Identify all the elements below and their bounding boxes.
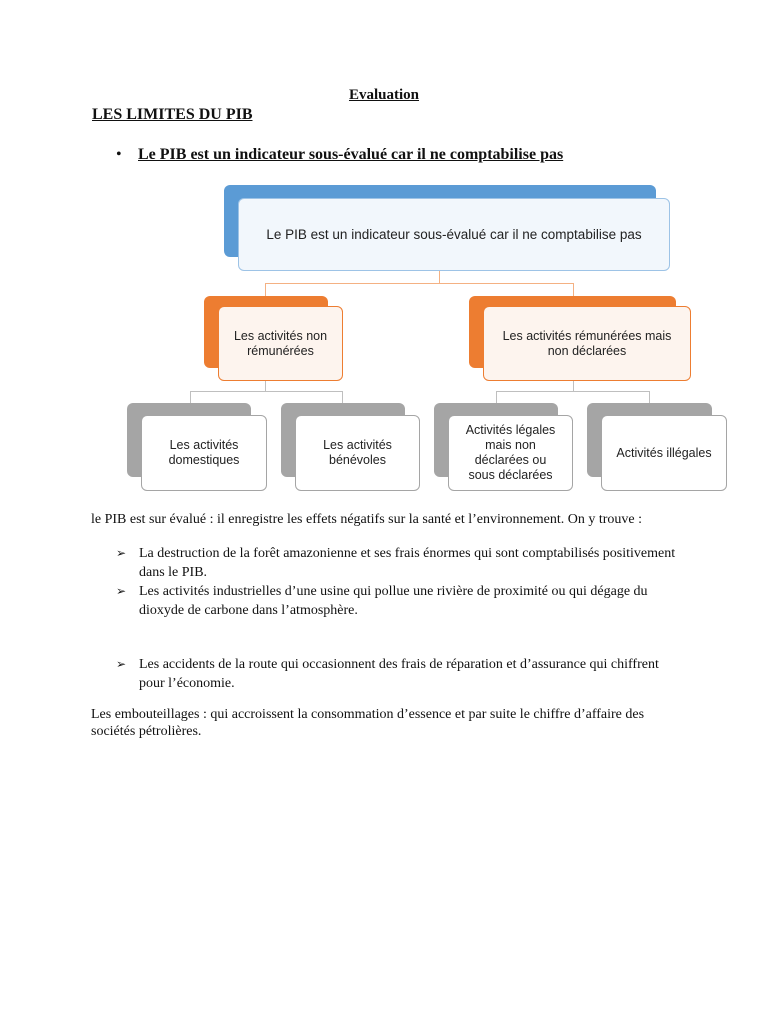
connector-right-horizontal xyxy=(496,391,650,392)
level2-d-label: Activités illégales xyxy=(616,445,712,460)
section-heading: LES LIMITES DU PIB xyxy=(92,106,253,123)
connector-level1-right xyxy=(573,283,574,297)
connector-left-horizontal xyxy=(190,391,343,392)
level2-c-label: Activités légales mais non déclarées ou sous déclarées xyxy=(465,423,556,482)
list-item-text: Les accidents de la route qui occasionnent des frais de réparation et d’assurance qui chiffrent pour l’économie. xyxy=(139,657,659,691)
bullet-dot: • xyxy=(116,146,122,163)
arrow-bullet-icon: ➢ xyxy=(116,657,127,671)
root-box-label: Le PIB est un indicateur sous-évalué car il ne comptabilise pas xyxy=(266,227,642,242)
document-title: Evaluation xyxy=(348,87,420,103)
level1-right-label: Les activités rémunérées mais non déclarées xyxy=(502,328,672,358)
level2-c-box xyxy=(448,415,573,491)
level1-left-box xyxy=(218,306,343,381)
closing-paragraph: Les embouteillages : qui accroissent la consommation d’essence et par suite le chiffre d’affaire des sociétés pétrolières. xyxy=(91,707,645,739)
root-box xyxy=(238,198,670,271)
level1-right-box xyxy=(483,306,691,381)
level2-b-box xyxy=(295,415,420,491)
level2-d-box xyxy=(601,415,727,491)
connector-level1-left xyxy=(265,283,266,297)
arrow-bullet-icon: ➢ xyxy=(116,546,127,560)
connector-level1-horizontal xyxy=(265,283,574,284)
arrow-bullet-icon: ➢ xyxy=(116,584,127,598)
intro-paragraph: le PIB est sur évalué : il enregistre les effets négatifs sur la santé et l’environnement. On y trouve : xyxy=(91,512,643,527)
level1-left-label: Les activités non rémunérées xyxy=(233,328,328,358)
level2-a-label: Les activités domestiques xyxy=(168,438,240,467)
level2-a-box xyxy=(141,415,267,491)
list-item-text: Les activités industrielles d’une usine qui pollue une rivière de proximité ou qui dégage du dioxyde de carbone dans l’atmosphère. xyxy=(139,584,648,618)
level2-b-label: Les activités bénévoles xyxy=(323,438,392,467)
hierarchy-diagram xyxy=(0,0,768,500)
list-item-text: La destruction de la forêt amazonienne et ses frais énormes qui sont comptabilisés positivement dans le PIB. xyxy=(139,546,676,580)
bullet-heading-text: Le PIB est un indicateur sous-évalué car il ne comptabilise pas xyxy=(138,146,564,163)
